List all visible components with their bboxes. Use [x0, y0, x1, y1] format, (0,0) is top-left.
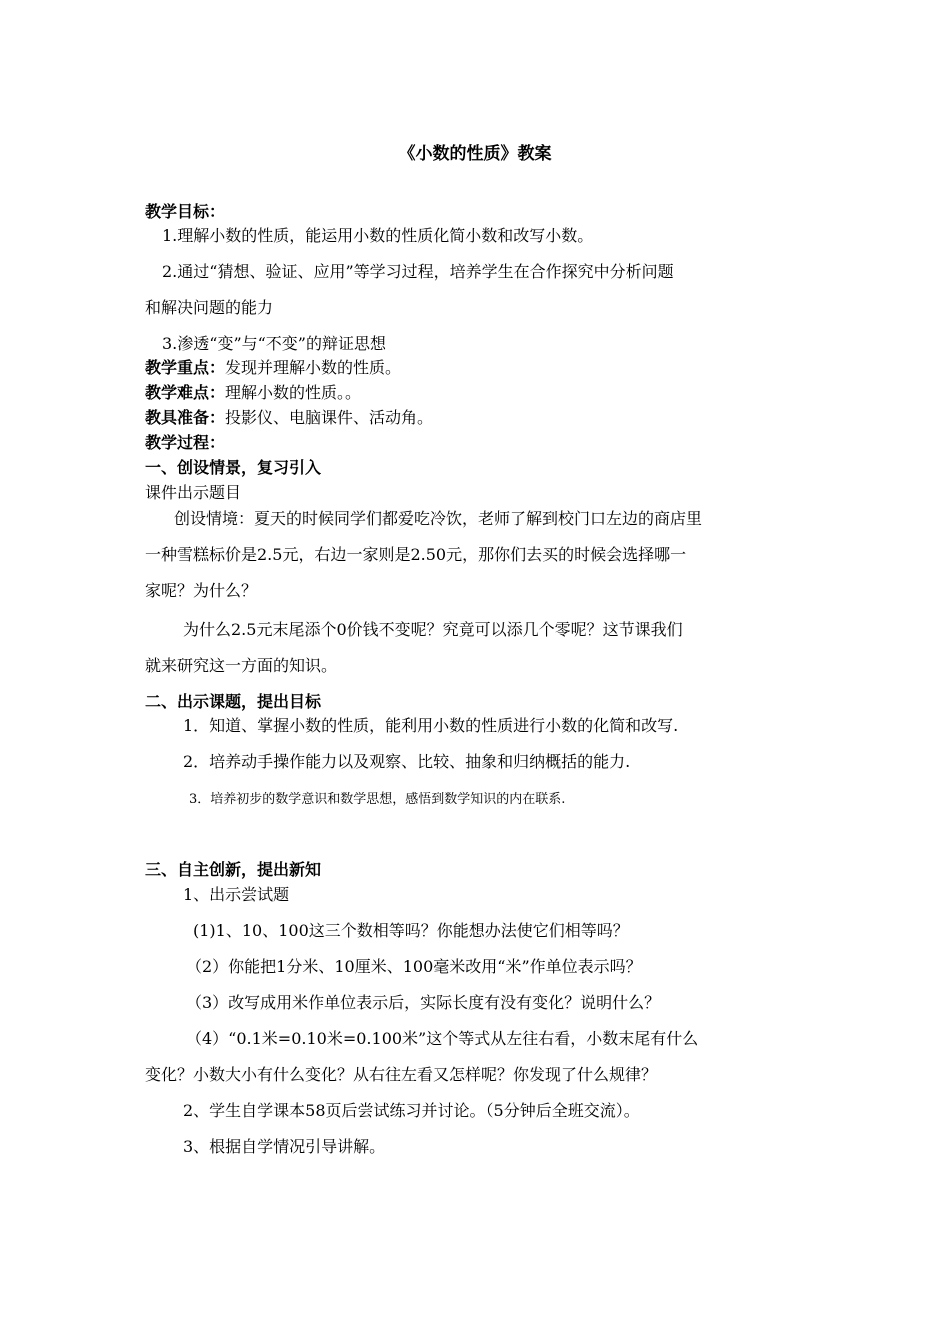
section3-line: 1、出示尝试题: [183, 885, 290, 904]
tools-text: 投影仪、电脑课件、活动角。: [225, 408, 434, 427]
key-point-text: 发现并理解小数的性质。: [225, 358, 402, 377]
section1-line: 就来研究这一方面的知识。: [145, 656, 338, 675]
section1-line: 一种雪糕标价是2.5元，右边一家则是2.50元，那你们去买的时候会选择哪一: [145, 545, 687, 564]
section1-heading: 一、创设情景，复习引入: [145, 458, 322, 477]
section2-heading: 二、出示课题，提出目标: [145, 692, 322, 711]
section1-line: 为什么2.5元末尾添个0价钱不变呢？究竟可以添几个零呢？这节课我们: [183, 620, 683, 639]
objective-item: 2.通过“猜想、验证、应用”等学习过程，培养学生在合作探究中分析问题: [162, 262, 674, 281]
difficulty-label: 教学难点：: [145, 383, 226, 402]
section3-line: （4）“0.1米=0.10米=0.100米”这个等式从左往右看，小数末尾有什么: [186, 1029, 699, 1048]
section2-item: 3．培养初步的数学意识和数学思想，感悟到数学知识的内在联系.: [189, 792, 566, 807]
tools-row: [145, 408, 433, 428]
section3-line: 2、学生自学课本58页后尝试练习并讨论。（5分钟后全班交流）。: [183, 1101, 640, 1120]
section3-heading: 三、自主创新，提出新知: [145, 860, 322, 879]
difficulty-row: [145, 383, 361, 403]
objective-item: 3.渗透“变”与“不变”的辩证思想: [162, 334, 386, 353]
key-point-row: [145, 358, 401, 378]
section3-line: 3、根据自学情况引导讲解。: [183, 1137, 386, 1156]
section2-item: 2．培养动手操作能力以及观察、比较、抽象和归纳概括的能力.: [183, 752, 631, 771]
objectives-heading: 教学目标：: [145, 202, 226, 221]
objective-item: 1.理解小数的性质，能运用小数的性质化简小数和改写小数。: [162, 226, 594, 245]
section1-line: 创设情境：夏天的时候同学们都爱吃冷饮，老师了解到校门口左边的商店里: [174, 509, 703, 528]
section1-line: 家呢？为什么？: [145, 581, 258, 600]
section1-line: 课件出示题目: [145, 483, 242, 502]
section3-line: （2）你能把1分米、10厘米、100毫米改用“米”作单位表示吗？: [186, 957, 642, 976]
section3-line: (1)1、10、100这三个数相等吗？你能想办法使它们相等吗？: [193, 921, 629, 940]
key-point-label: 教学重点：: [145, 358, 226, 377]
process-heading: 教学过程：: [145, 433, 226, 452]
section3-line: （3）改写成用米作单位表示后，实际长度有没有变化？说明什么？: [186, 993, 661, 1012]
difficulty-text: 理解小数的性质。。: [225, 383, 362, 402]
document-title: 《小数的性质》教案: [398, 144, 552, 164]
objective-item: 和解决问题的能力: [145, 298, 274, 317]
tools-label: 教具准备：: [145, 408, 226, 427]
section3-line: 变化？小数大小有什么变化？从右往左看又怎样呢？你发现了什么规律？: [145, 1065, 658, 1084]
section2-item: 1．知道、掌握小数的性质，能利用小数的性质进行小数的化简和改写.: [183, 716, 679, 735]
